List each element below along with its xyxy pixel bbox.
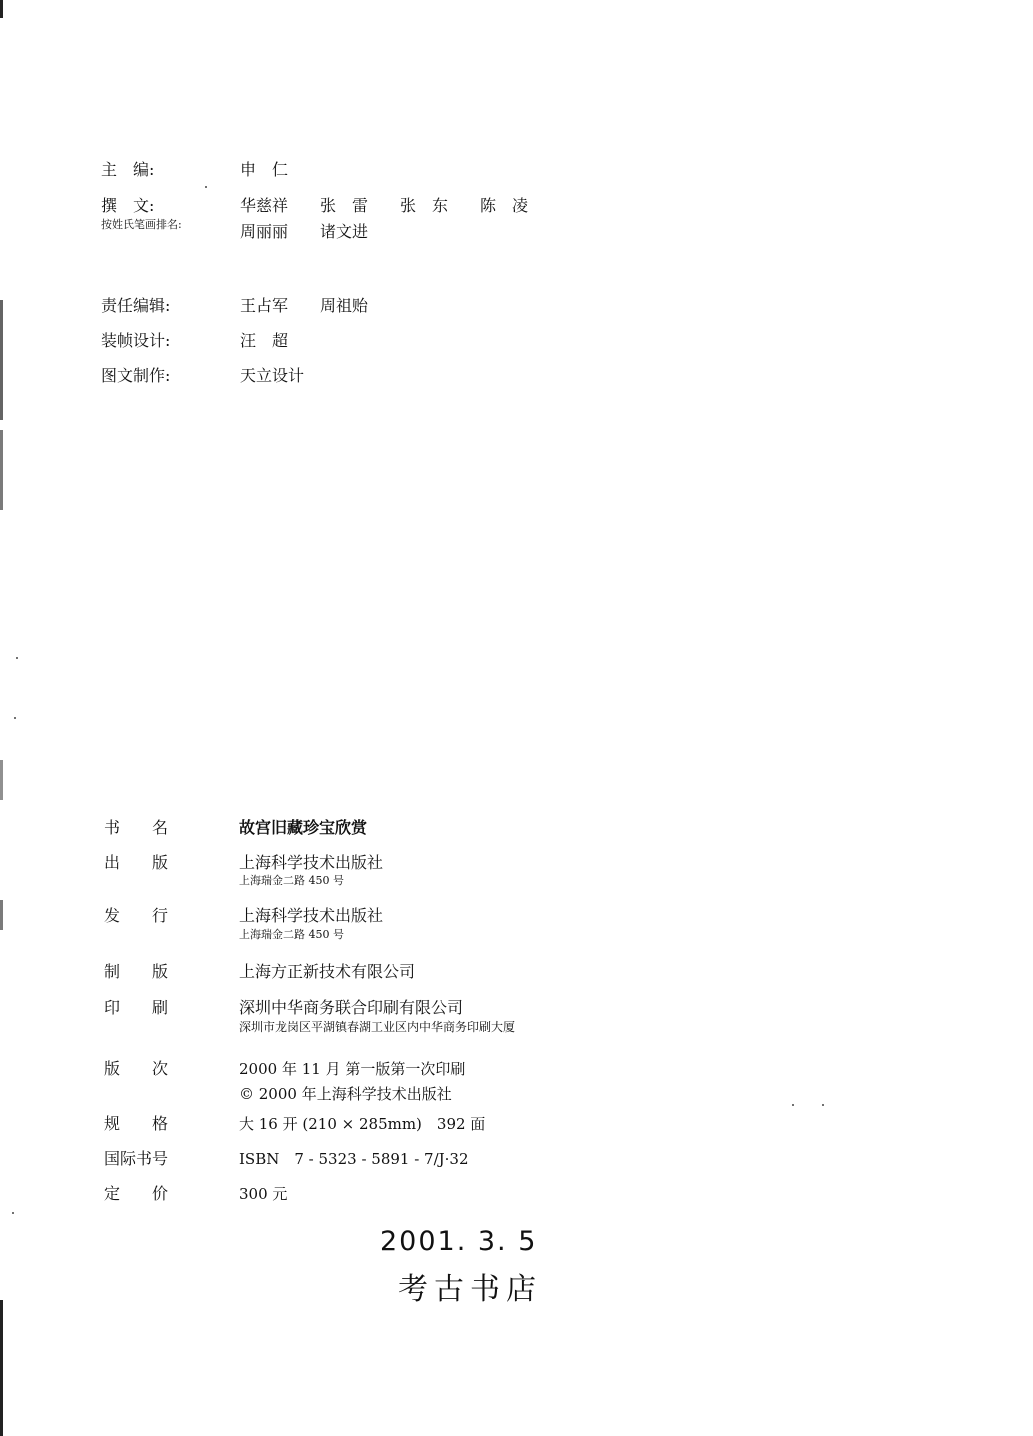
distributor-value: 上海科学技术出版社 (239, 906, 384, 925)
scan-speck (16, 657, 18, 659)
handwritten-date: 2001. 3. 5 (380, 1226, 538, 1257)
responsible-editor-value: 王占军 周祖贻 (240, 296, 369, 315)
printer-value: 深圳中华商务联合印刷有限公司 (239, 998, 464, 1017)
publisher-label: 出 版 (104, 853, 169, 872)
graphics-value: 天立设计 (240, 366, 305, 385)
printer-address: 深圳市龙岗区平湖镇春湖工业区内中华商务印刷大厦 (239, 1020, 516, 1034)
scan-speck (12, 1212, 14, 1214)
scan-speck (14, 717, 16, 719)
distributor-address: 上海瑞金二路 450 号 (239, 928, 344, 941)
edition-value: 2000 年 11 月 第一版第一次印刷 (239, 1060, 466, 1078)
plate-value: 上海方正新技术有限公司 (239, 962, 416, 981)
edition-label: 版 次 (104, 1059, 169, 1078)
distributor-label: 发 行 (104, 906, 169, 925)
scan-speck (792, 1104, 794, 1106)
writers-label: 撰 文: (101, 196, 155, 215)
chief-editor-value: 申 仁 (240, 160, 289, 179)
plate-label: 制 版 (104, 962, 169, 981)
copyright-value: © 2000 年上海科学技术出版社 (239, 1085, 452, 1103)
scan-edge-mark (0, 1300, 3, 1436)
scan-edge-mark (0, 900, 3, 930)
scan-edge-mark (0, 300, 3, 420)
graphics-label: 图文制作: (101, 366, 171, 385)
scan-edge-mark (0, 0, 3, 18)
responsible-editor-label: 责任编辑: (101, 296, 171, 315)
price-label: 定 价 (104, 1184, 169, 1203)
publisher-address: 上海瑞金二路 450 号 (239, 874, 344, 887)
scan-edge-mark (0, 430, 3, 510)
isbn-value: ISBN 7 - 5323 - 5891 - 7/J·32 (239, 1150, 469, 1168)
format-label: 规 格 (104, 1114, 169, 1133)
isbn-label: 国际书号 (104, 1149, 169, 1168)
binding-design-value: 汪 超 (240, 331, 289, 350)
chief-editor-label: 主 编: (101, 160, 155, 179)
scan-speck (205, 186, 207, 188)
format-value: 大 16 开 (210 × 285mm) 392 面 (239, 1115, 486, 1133)
scan-edge-mark (0, 760, 3, 800)
publisher-value: 上海科学技术出版社 (239, 853, 384, 872)
handwritten-store: 考古书店 (398, 1272, 542, 1307)
writers-note: 按姓氏笔画排名: (101, 218, 182, 231)
writers-line-1: 华慈祥 张 雷 张 东 陈 凌 (240, 196, 529, 215)
price-value: 300 元 (239, 1185, 288, 1203)
binding-design-label: 装帧设计: (101, 331, 171, 350)
scan-speck (822, 1104, 824, 1106)
writers-line-2: 周丽丽 诸文进 (240, 222, 369, 241)
book-title: 故宫旧藏珍宝欣赏 (239, 818, 368, 837)
printer-label: 印 刷 (104, 998, 169, 1017)
title-label: 书 名 (104, 818, 169, 837)
